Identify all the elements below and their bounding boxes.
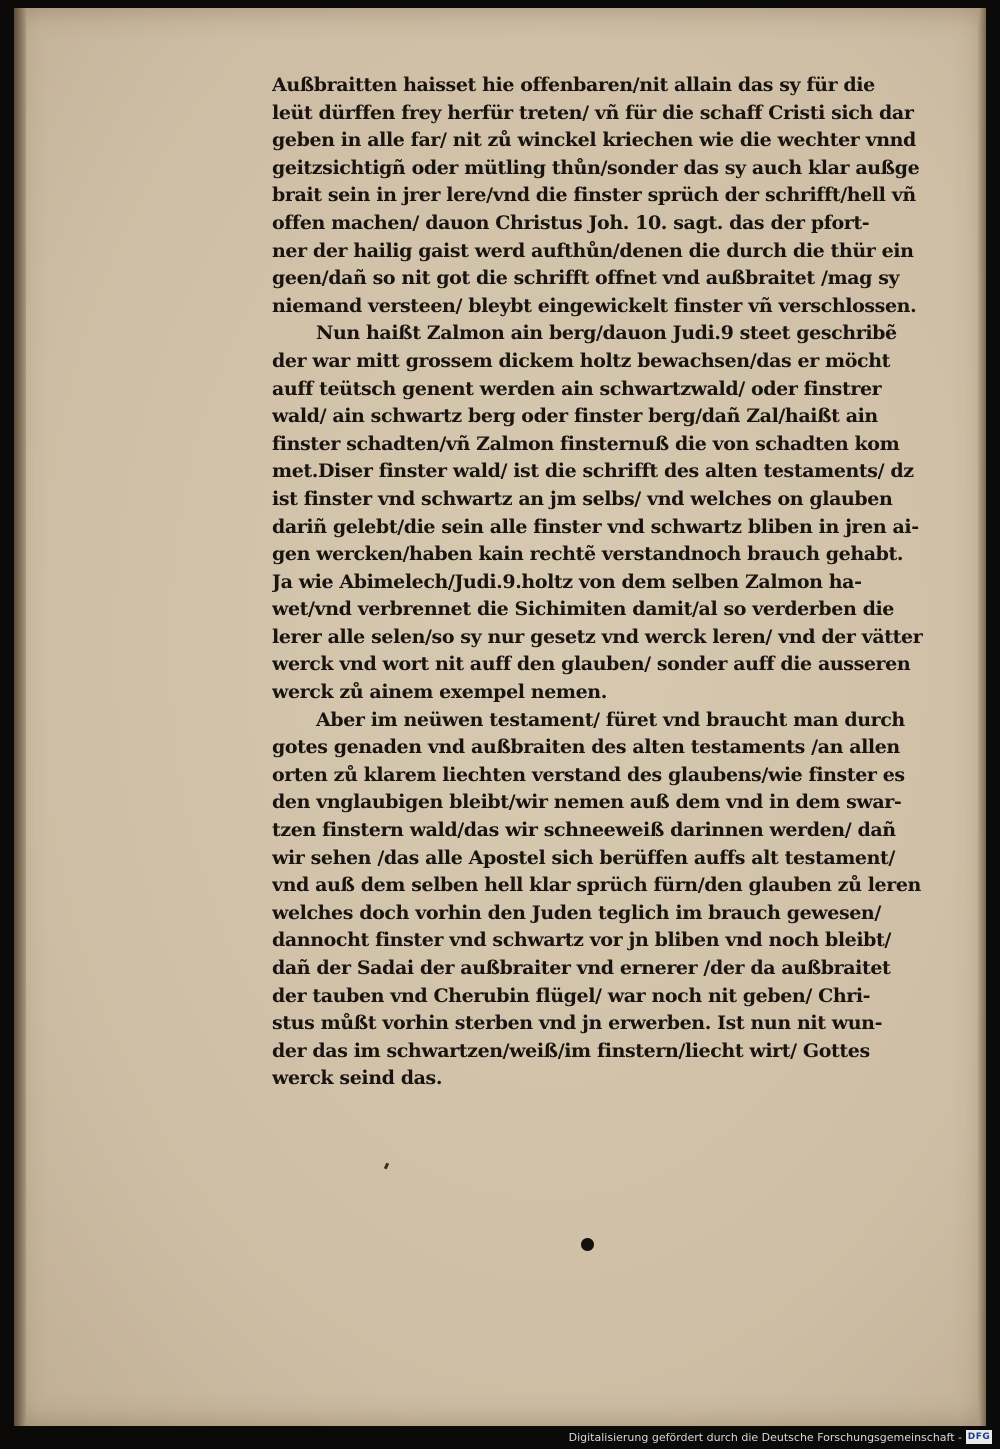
text-line: geben in alle far/ nit zů winckel kriechen wie die wechter vnnd xyxy=(272,129,916,152)
text-line: Ja wie Abimelech/Judi.9.holtz von dem selben Zalmon ha- xyxy=(272,570,862,593)
text-line: niemand versteen/ bleybt eingewickelt finster vñ verschlossen. xyxy=(272,294,917,317)
text-line: Aber im neüwen testament/ füret vnd braucht man durch xyxy=(316,708,905,731)
text-line: wir sehen /das alle Apostel sich berüffen auffs alt testament/ xyxy=(272,846,895,869)
text-line: ner der hailig gaist werd aufthůn/denen die durch die thür ein xyxy=(272,239,914,262)
text-line: geen/dañ so nit got die schrifft offnet vnd außbraitet /mag sy xyxy=(272,267,900,290)
text-line: stus můßt vorhin sterben vnd jn erwerben. Ist nun nit wun- xyxy=(272,1012,883,1035)
text-line: den vnglaubigen bleibt/wir nemen auß dem vnd in dem swar- xyxy=(272,791,902,814)
text-line: auff teütsch genent werden ain schwartzwald/ oder finstrer xyxy=(272,377,882,400)
text-line: werck seind das. xyxy=(272,1067,443,1090)
text-line: der war mitt grossem dickem holtz bewachsen/das er möcht xyxy=(272,349,890,372)
text-line: met.Diser finster wald/ ist die schrifft des alten testaments/ dz xyxy=(272,460,914,483)
dfg-logo-icon: DFG xyxy=(967,1432,991,1442)
text-line: wet/vnd verbrennet die Sichimiten damit/al so verderben die xyxy=(272,598,894,621)
text-line: finster schadten/vñ Zalmon finsternuß die von schadten kom xyxy=(272,432,900,455)
funding-credit: Digitalisierung gefördert durch die Deutsche Forschungsgemeinschaft - xyxy=(568,1431,962,1444)
page-text xyxy=(272,72,942,1093)
text-line: vnd auß dem selben hell klar sprüch fürn/den glauben zů leren xyxy=(272,874,921,897)
text-line: brait sein in jrer lere/vnd die finster sprüch der schrifft/hell vñ xyxy=(272,184,916,207)
text-line: dannocht finster vnd schwartz vor jn bliben vnd noch bleibt/ xyxy=(272,929,891,952)
text-line: der das im schwartzen/weiß/im finstern/liecht wirt/ Gottes xyxy=(272,1039,870,1062)
text-line: lerer alle selen/so sy nur gesetz vnd werck leren/ vnd der vätter xyxy=(272,625,923,648)
text-line: dañ der Sadai der außbraiter vnd ernerer /der da außbraitet xyxy=(272,957,891,979)
text-line: geitzsichtigñ oder mütling thůn/sonder das sy auch klar außge xyxy=(272,156,920,179)
text-line: welches doch vorhin den Juden teglich im brauch gewesen/ xyxy=(272,901,881,924)
page-spine-shadow xyxy=(14,8,26,1426)
footer-bar xyxy=(0,1426,1000,1449)
text-line: gotes genaden vnd außbraiten des alten testaments /an allen xyxy=(272,736,900,759)
text-line: wald/ ain schwartz berg oder finster berg/dañ Zal/haißt ain xyxy=(272,405,878,428)
page-edge xyxy=(978,8,986,1426)
ink-dot xyxy=(581,1238,594,1251)
text-line: ist finster vnd schwartz an jm selbs/ vnd welches on glauben xyxy=(272,487,893,510)
text-line: leüt dürffen frey herfür treten/ vñ für die schaff Cristi sich dar xyxy=(272,101,914,124)
text-line: der tauben vnd Cherubin flügel/ war noch nit geben/ Chri- xyxy=(272,984,871,1007)
text-line: offen machen/ dauon Christus Joh. 10. sagt. das der pfort- xyxy=(272,211,870,234)
text-line: gen wercken/haben kain rechtẽ verstandnoch brauch gehabt. xyxy=(272,543,904,566)
text-line: dariñ gelebt/die sein alle finster vnd schwartz bliben in jren ai- xyxy=(272,515,919,538)
text-line: werck zů ainem exempel nemen. xyxy=(272,681,607,704)
text-line: tzen finstern wald/das wir schneeweiß darinnen werden/ dañ xyxy=(272,819,896,842)
text-line: werck vnd wort nit auff den glauben/ sonder auff die ausseren xyxy=(272,653,911,676)
text-line: Nun haißt Zalmon ain berg/dauon Judi.9 steet geschribẽ xyxy=(316,322,897,345)
text-line: Außbraitten haisset hie offenbaren/nit allain das sy für die xyxy=(272,74,875,96)
text-line: orten zů klarem liechten verstand des glaubens/wie finster es xyxy=(272,763,905,786)
